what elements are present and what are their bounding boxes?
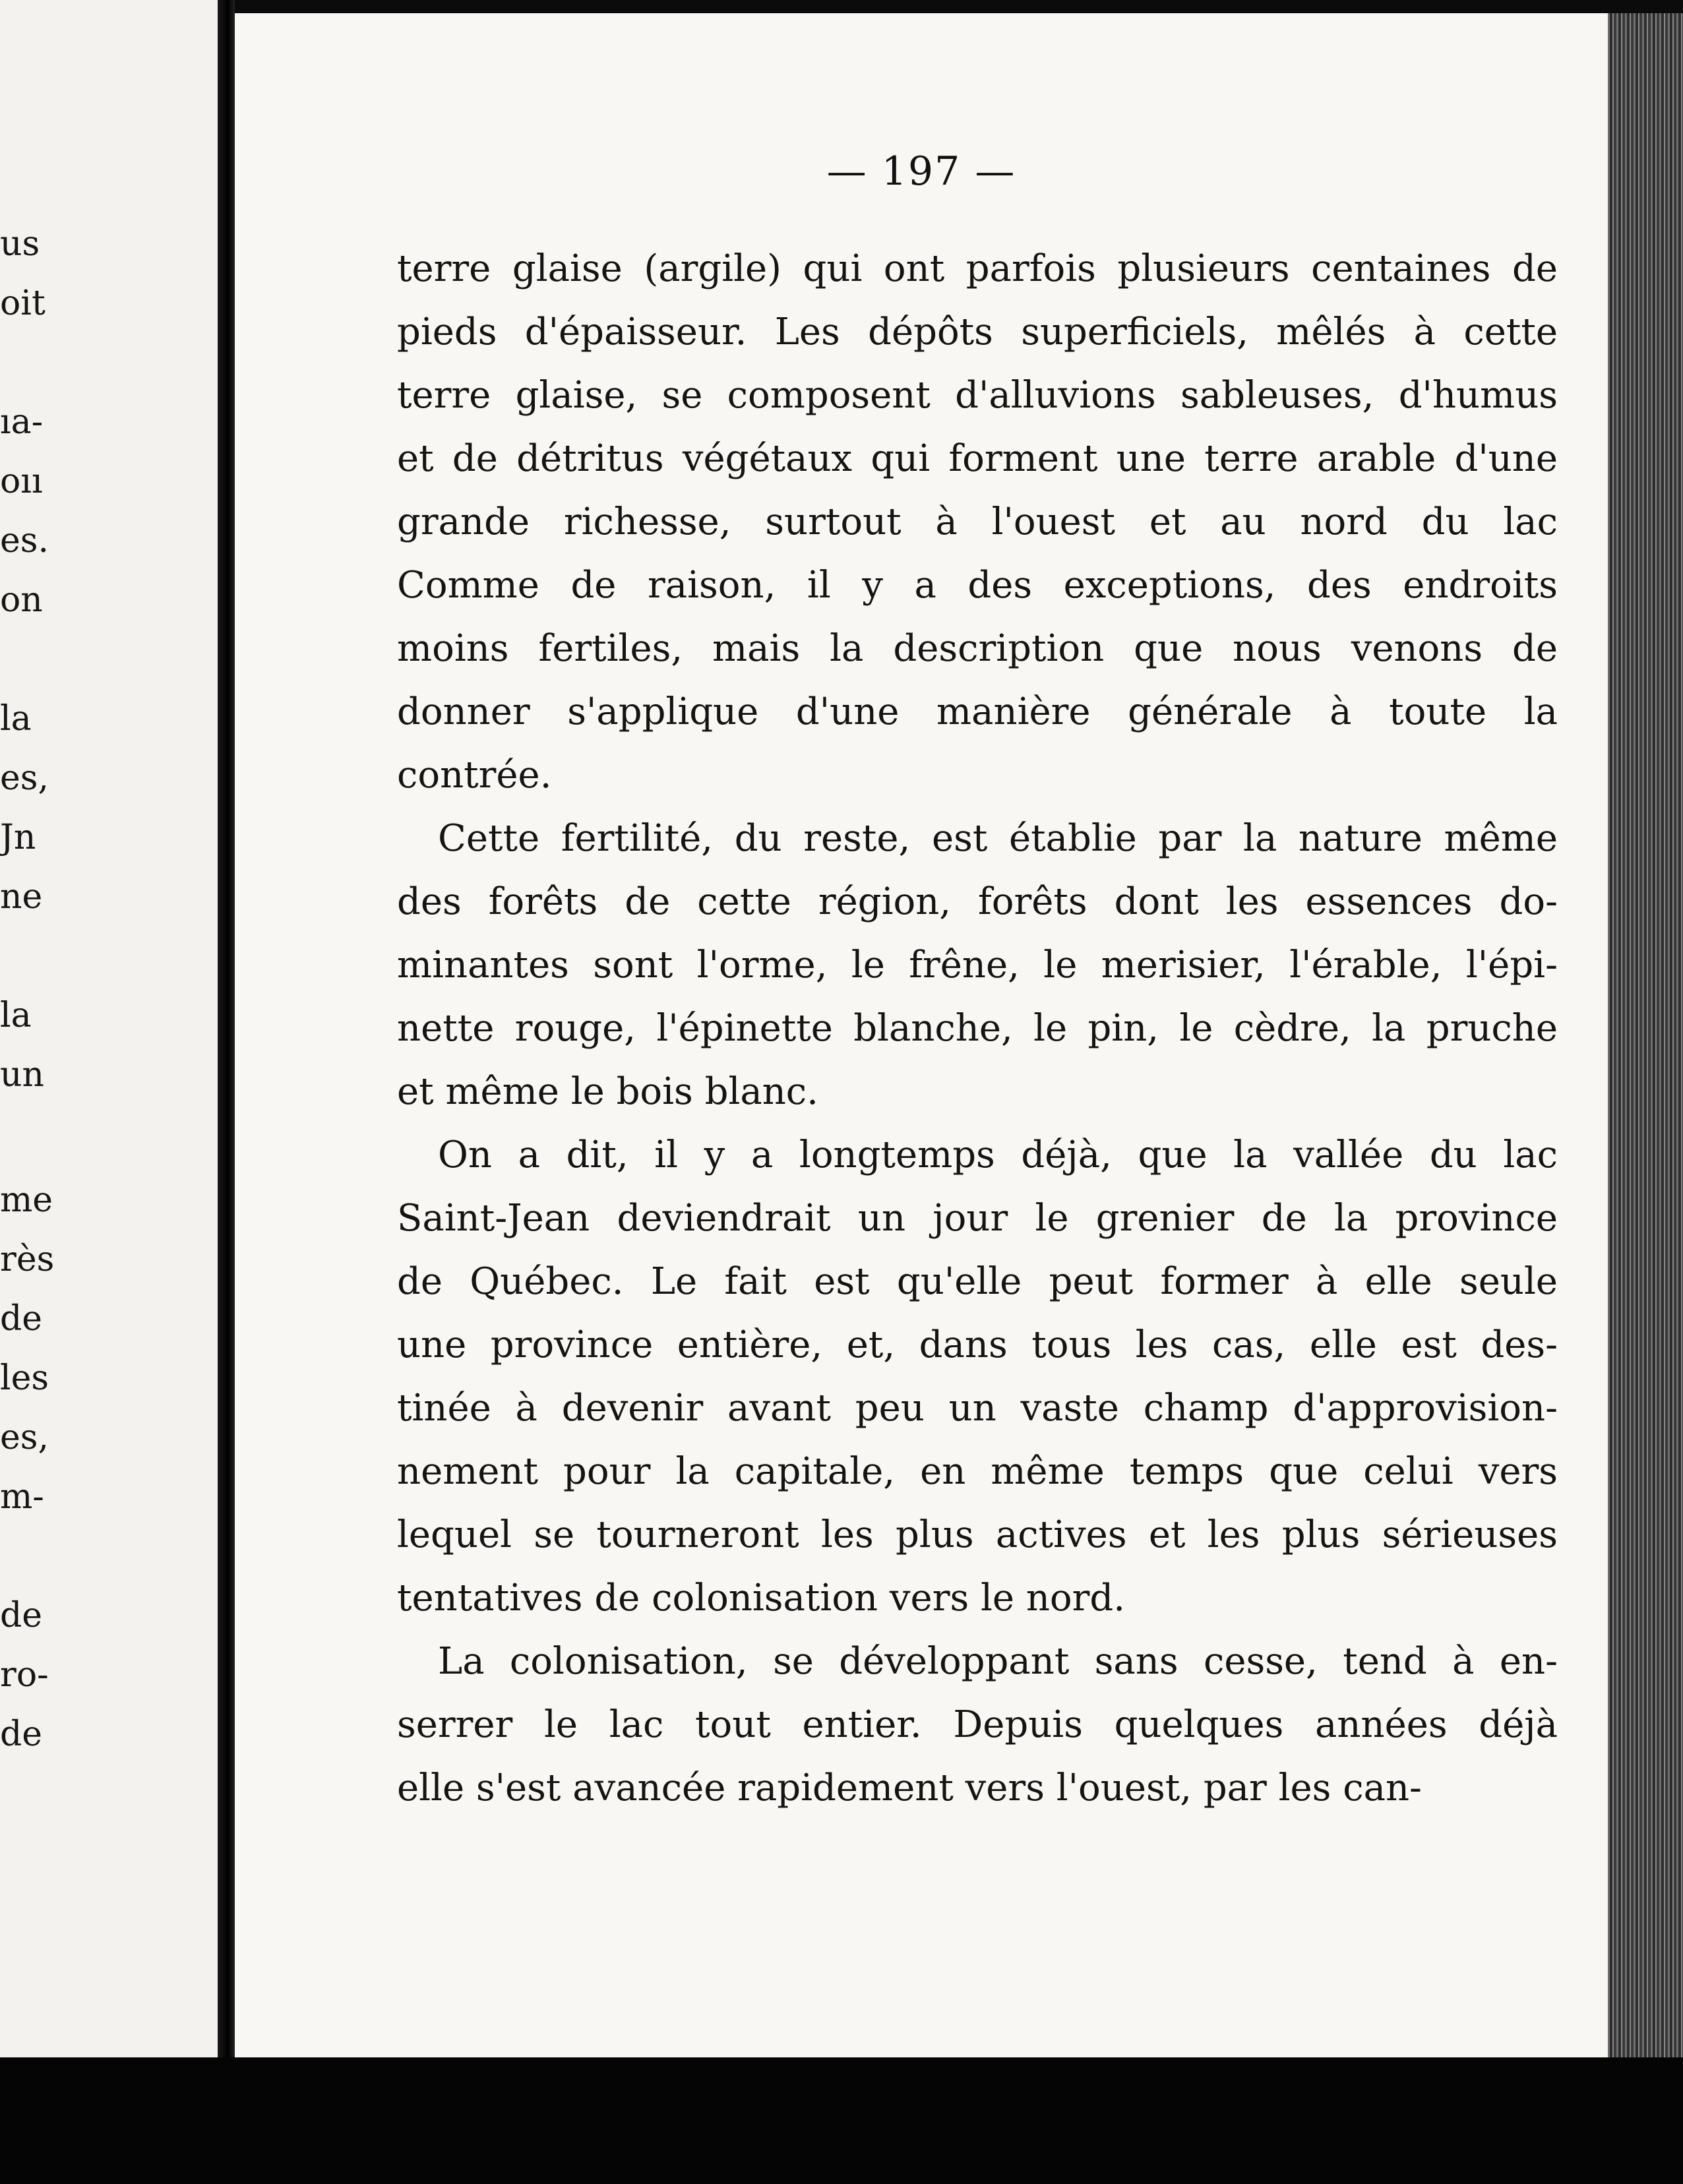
previous-page-fragment: la — [0, 699, 32, 739]
previous-page-fragment: les — [0, 1358, 49, 1398]
previous-page-fragment: me — [0, 1180, 53, 1220]
text-line: des forêts de cette région, forêts dont les essences do- — [397, 880, 1558, 923]
text-line: et de détritus végétaux qui forment une terre arable d'une — [397, 437, 1558, 480]
previous-page-fragment: on — [0, 580, 43, 620]
paragraph — [397, 1124, 1558, 1630]
text-line: tentatives de colonisation vers le nord. — [397, 1577, 1126, 1620]
text-line: grande richesse, surtout à l'ouest et au nord du lac — [397, 501, 1558, 543]
previous-page-edge — [0, 0, 218, 2057]
previous-page-text-fragments — [0, 0, 218, 2057]
previous-page-fragment: de — [0, 1299, 43, 1339]
text-line: On a dit, il y a longtemps déjà, que la vallée du lac — [438, 1134, 1558, 1176]
text-line: Comme de raison, il y a des exceptions, des endroits — [397, 564, 1558, 607]
scan-bottom-border — [0, 2057, 1683, 2184]
previous-page-fragment: oıı — [0, 462, 43, 501]
previous-page-fragment: ro- — [0, 1655, 49, 1695]
text-line: nette rouge, l'épinette blanche, le pin, le cèdre, la pruche — [397, 1007, 1558, 1050]
text-line: nement pour la capitale, en même temps que celui vers — [397, 1450, 1558, 1493]
page-number: — 197 — — [826, 148, 1016, 195]
text-line: serrer le lac tout entier. Depuis quelques années déjà — [397, 1703, 1558, 1746]
previous-page-fragment: es, — [0, 758, 49, 798]
previous-page-fragment: rès — [0, 1240, 55, 1279]
previous-page-fragment: es, — [0, 1418, 49, 1457]
text-line: Saint-Jean deviendrait un jour le grenier de la province — [397, 1197, 1558, 1240]
previous-page-fragment: es. — [0, 521, 49, 561]
text-line: Cette fertilité, du reste, est établie par la nature même — [438, 817, 1558, 860]
text-line: terre glaise (argile) qui ont parfois plusieurs centaines de — [397, 247, 1558, 290]
text-line: La colonisation, se développant sans cesse, tend à en- — [438, 1640, 1558, 1683]
previous-page-fragment: un — [0, 1055, 44, 1095]
paragraph — [397, 807, 1558, 1124]
text-line: et même le bois blanc. — [397, 1070, 818, 1113]
text-line: pieds d'épaisseur. Les dépôts superficiels, mêlés à cette — [397, 311, 1558, 353]
page-stack-edge — [1608, 13, 1683, 2064]
previous-page-fragment: ıa- — [0, 402, 44, 442]
text-line: minantes sont l'orme, le frêne, le merisier, l'érable, l'épi- — [397, 944, 1558, 986]
text-line: donner s'applique d'une manière générale à toute la — [397, 690, 1558, 733]
text-line: moins fertiles, mais la description que nous venons de — [397, 627, 1558, 670]
previous-page-fragment: ne — [0, 877, 43, 917]
text-line: elle s'est avancée rapidement vers l'ouest, par les can- — [397, 1767, 1422, 1809]
paragraph — [397, 237, 1558, 807]
page — [235, 13, 1608, 2057]
previous-page-fragment: m- — [0, 1477, 44, 1517]
body-text — [397, 237, 1558, 1820]
text-line: de Québec. Le fait est qu'elle peut former à elle seule — [397, 1260, 1558, 1303]
previous-page-fragment: Jn — [0, 818, 36, 857]
previous-page-fragment: oit — [0, 284, 46, 323]
text-line: contrée. — [397, 754, 552, 797]
text-line: une province entière, et, dans tous les cas, elle est des- — [397, 1323, 1558, 1366]
text-line: tinée à devenir avant peu un vaste champ d'approvision- — [397, 1387, 1558, 1430]
paragraph — [397, 1630, 1558, 1820]
previous-page-fragment: de — [0, 1596, 43, 1635]
previous-page-fragment: de — [0, 1714, 43, 1754]
previous-page-fragment: la — [0, 996, 32, 1035]
text-line: terre glaise, se composent d'alluvions sableuses, d'humus — [397, 374, 1558, 417]
previous-page-fragment: us — [0, 224, 40, 264]
book-gutter — [218, 0, 235, 2071]
text-line: lequel se tourneront les plus actives et les plus sérieuses — [397, 1513, 1558, 1556]
